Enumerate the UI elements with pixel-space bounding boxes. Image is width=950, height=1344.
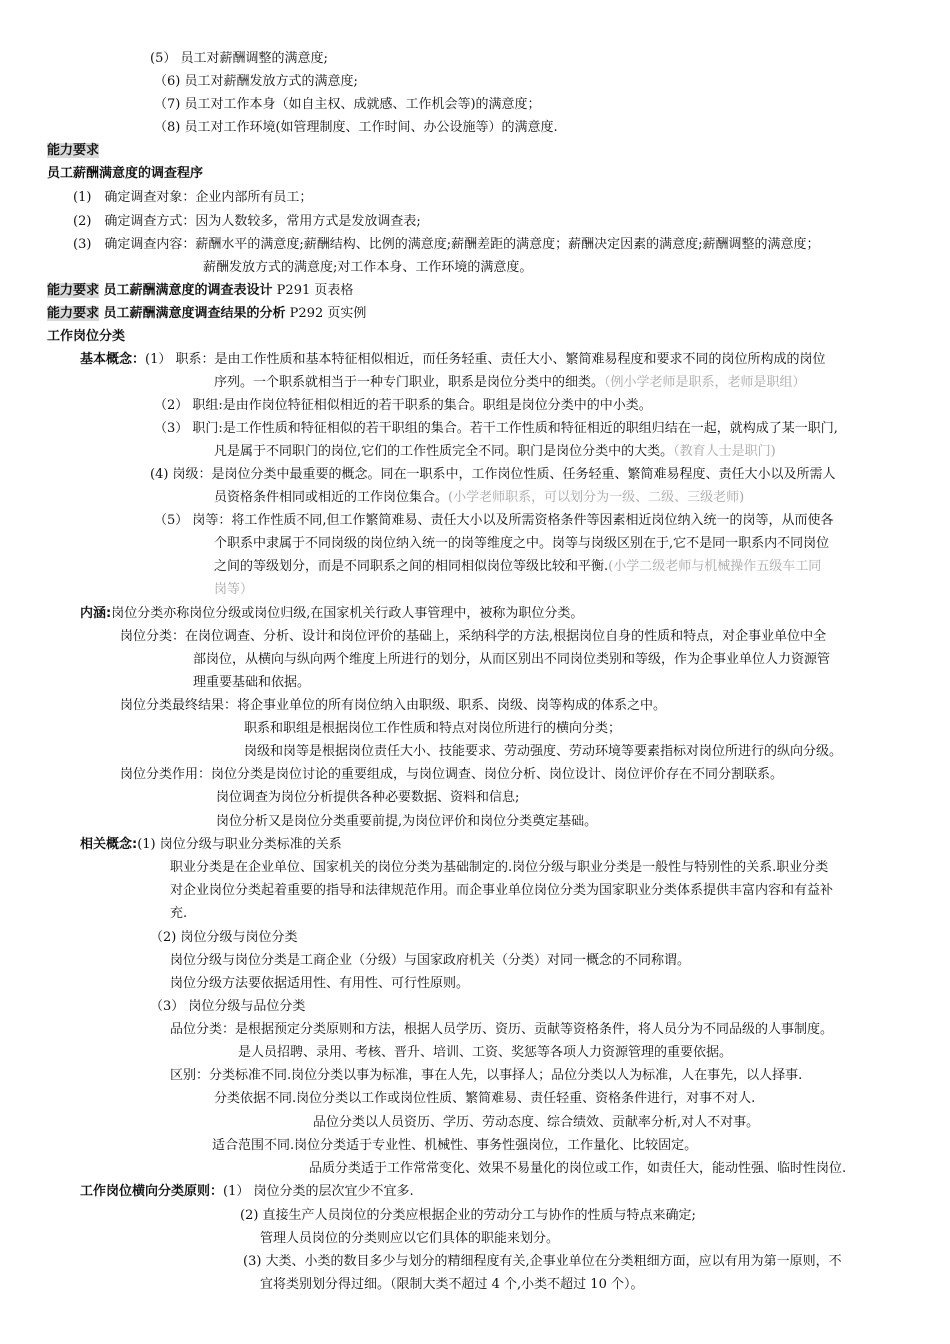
concept-item (80, 350, 826, 370)
concept-label: 基本概念： (80, 352, 146, 367)
paragraph-text: 岗位分类亦称岗位分级或岗位归级,在国家机关行政人事管理中，被称为职位分类。 (111, 606, 584, 621)
section-heading (47, 281, 353, 301)
list-item: (3) 确定调查内容：薪酬水平的满意度;薪酬结构、比例的满意度;薪酬差距的满意度；薪酬决定因素的满意度;薪酬调整的满意度； (73, 237, 820, 252)
section-heading (47, 304, 366, 324)
heading-ref: P292 页实例 (285, 306, 367, 321)
paragraph: 岗级和岗等是根据岗位责任大小、技能要求、劳动强度、劳动环境等要素指标对岗位所进行的纵向分级。 (244, 744, 843, 759)
highlight-label: 能力要求 (47, 143, 100, 158)
paragraph: 岗位分级与岗位分类是工商企业（分级）与国家政府机关（分类）对同一概念的不同称谓。 (170, 953, 691, 968)
heading-ref: P291 页表格 (272, 283, 354, 298)
list-item-continuation: 薪酬发放方式的满意度;对工作本身、工作环境的满意度。 (203, 260, 533, 275)
concept-text: 员资格条件相同或相近的工作岗位集合。 (214, 490, 449, 505)
paragraph: 对企业岗位分类起着重要的指导和法律规范作用。而企事业单位岗位分类为国家职业分类体系提供丰富内容和有益补 (170, 883, 834, 898)
list-item: (1) 确定调查对象：企业内部所有员工； (73, 190, 313, 205)
paragraph-text: (1) 岗位分级与职业分类标准的关系 (137, 837, 342, 852)
paragraph: 职业分类是在企业单位、国家机关的岗位分类为基础制定的.岗位分级与职业分类是一般性与特别性的关系.职业分类 (170, 860, 829, 875)
concept-item (214, 557, 821, 577)
paragraph-label: 相关概念: (80, 837, 138, 852)
paragraph: 适合范围不同.岗位分类适于专业性、机械性、事务性强岗位，工作量化、比较固定。 (212, 1138, 698, 1153)
concept-text: 序列。一个职系就相当于一种专门职业，职系是岗位分类中的细类。 (214, 375, 605, 390)
paragraph: 岗位分类最终结果：将企事业单位的所有岗位纳入由职级、职系、岗级、岗等构成的体系之中。 (120, 698, 667, 713)
example-note: (小学二级老师与机械操作五级车工同 (608, 559, 822, 574)
paragraph: (2) 直接生产人员岗位的分类应根据企业的劳动分工与协作的性质与特点来确定; (240, 1208, 696, 1223)
concept-text: (1） 职系：是由工作性质和基本特征相似相近，而任务轻重、责任大小、繁简难易程度和要求不同的岗位所构成的岗位 (145, 352, 826, 367)
section-heading: 工作岗位分类 (47, 329, 126, 344)
concept-item: (4) 岗级：是岗位分类中最重要的概念。同在一职系中，工作岗位性质、任务轻重、繁简难易程度、责任大小以及所需人 (150, 467, 836, 482)
paragraph: 理重要基础和依据。 (193, 675, 311, 690)
paragraph: 品位分类以人员资历、学历、劳动态度、综合绩效、贡献率分析,对人不对事。 (313, 1115, 760, 1130)
highlight-label: 能力要求 (47, 306, 100, 321)
paragraph (80, 1182, 414, 1202)
concept-item (214, 488, 744, 508)
paragraph: （3） 岗位分级与品位分类 (150, 999, 306, 1014)
paragraph: 管理人员岗位的分类则应以它们具体的职能来划分。 (260, 1231, 560, 1246)
paragraph: 品质分类适于工作常常变化、效果不易量化的岗位或工作，如责任大，能动性强、临时性岗位. (309, 1161, 847, 1176)
paragraph: 分类依据不同.岗位分类以工作或岗位性质、繁简难易、责任轻重、资格条件进行，对事不对人. (214, 1091, 756, 1106)
paragraph: 品位分类：是根据预定分类原则和方法，根据人员学历、资历、贡献等资格条件，将人员分为不同品级的人事制度。 (170, 1022, 834, 1037)
paragraph: (3) 大类、小类的数目多少与划分的精细程度有关,企事业单位在分类粗细方面，应以有用为第一原则，不 (243, 1254, 842, 1269)
paragraph: 岗位分级方法要依据适用性、有用性、可行性原则。 (170, 976, 470, 991)
paragraph: 部岗位，从横向与纵向两个维度上所进行的划分，从而区别出不同岗位类别和等级，作为企事业单位人力资源管 (193, 652, 831, 667)
text-line: （6) 员工对薪酬发放方式的满意度; (154, 74, 358, 89)
concept-item: （2） 职组:是由作岗位特征相似相近的若干职系的集合。职组是岗位分类中的中小类。 (154, 398, 652, 413)
example-note: （例小学老师是职系，老师是职组） (604, 375, 806, 390)
concept-item: 个职系中隶属于不同岗级的岗位纳入统一的岗等维度之中。岗等与岗级区别在于,它不是同一职系内不同岗位 (214, 536, 830, 551)
paragraph: （2) 岗位分级与岗位分类 (150, 930, 298, 945)
text-line: （7) 员工对工作本身（如自主权、成就感、工作机会等)的满意度； (154, 97, 541, 112)
paragraph-label: 内涵: (80, 606, 112, 621)
concept-item: （5） 岗等：将工作性质不同,但工作繁简难易、责任大小以及所需资格条件等因素相近岗位纳入统一的岗等，从而使各 (154, 513, 834, 528)
text-line: (5） 员工对薪酬调整的满意度; (150, 51, 328, 66)
concept-text: 凡是属于不同职门的岗位,它们的工作性质完全不同。职门是岗位分类中的大类。 (214, 444, 674, 459)
example-note: (小学老师职系，可以划分为一级、二级、三级老师) (448, 490, 745, 505)
text-line: （8) 员工对工作环境(如管理制度、工作时间、办公设施等）的满意度. (154, 120, 558, 135)
highlight-label: 能力要求 (47, 283, 100, 298)
heading-text: 员工薪酬满意度的调查表设计 (99, 283, 273, 298)
paragraph: 岗位分析又是岗位分类重要前提,为岗位评价和岗位分类奠定基础。 (216, 814, 598, 829)
paragraph: 是人员招聘、录用、考核、晋升、培训、工资、奖惩等各项人力资源管理的重要依据。 (238, 1045, 733, 1060)
concept-text: 之间的等级划分，而是不同职系之间的相同相似岗位等级比较和平衡. (214, 559, 609, 574)
paragraph: 岗位调查为岗位分析提供各种必要数据、资料和信息; (216, 790, 520, 805)
paragraph: 岗位分类作用：岗位分类是岗位讨论的重要组成，与岗位调查、岗位分析、岗位设计、岗位评价存在不同分割联系。 (120, 767, 784, 782)
concept-item (214, 442, 776, 462)
paragraph: 职系和职组是根据岗位工作性质和特点对岗位所进行的横向分类； (244, 721, 622, 736)
list-item: (2) 确定调查方式：因为人数较多，常用方式是发放调查表; (73, 214, 421, 229)
paragraph (80, 835, 342, 855)
paragraph: 区别：分类标准不同.岗位分类以事为标准，事在人先，以事择人；品位分类以人为标准，人在事先，以人择事. (170, 1068, 803, 1083)
example-note: （教育人士是职门) (673, 444, 776, 459)
paragraph: 宜将类别划分得过细。（限制大类不超过 4 个,小类不超过 10 个）。 (260, 1277, 644, 1292)
paragraph (80, 604, 583, 624)
heading-text: 员工薪酬满意度调查结果的分析 (99, 306, 286, 321)
paragraph-label: 工作岗位横向分类原则： (80, 1184, 224, 1199)
concept-item (214, 373, 806, 393)
paragraph-text: (1） 岗位分类的层次宜少不宜多. (223, 1184, 414, 1199)
concept-item: （3） 职门:是工作性质和特征相似的若干职组的集合。若干工作性质和特征相近的职组归结在一起，就构成了某一职门, (154, 421, 838, 436)
example-note: 岗等） (214, 582, 254, 597)
section-heading (47, 141, 99, 161)
paragraph: 岗位分类：在岗位调查、分析、设计和岗位评价的基础上，采纳科学的方法,根据岗位自身的性质和特点，对企事业单位中全 (120, 629, 827, 644)
paragraph: 充. (170, 906, 188, 921)
section-heading: 员工薪酬满意度的调查程序 (47, 166, 204, 181)
